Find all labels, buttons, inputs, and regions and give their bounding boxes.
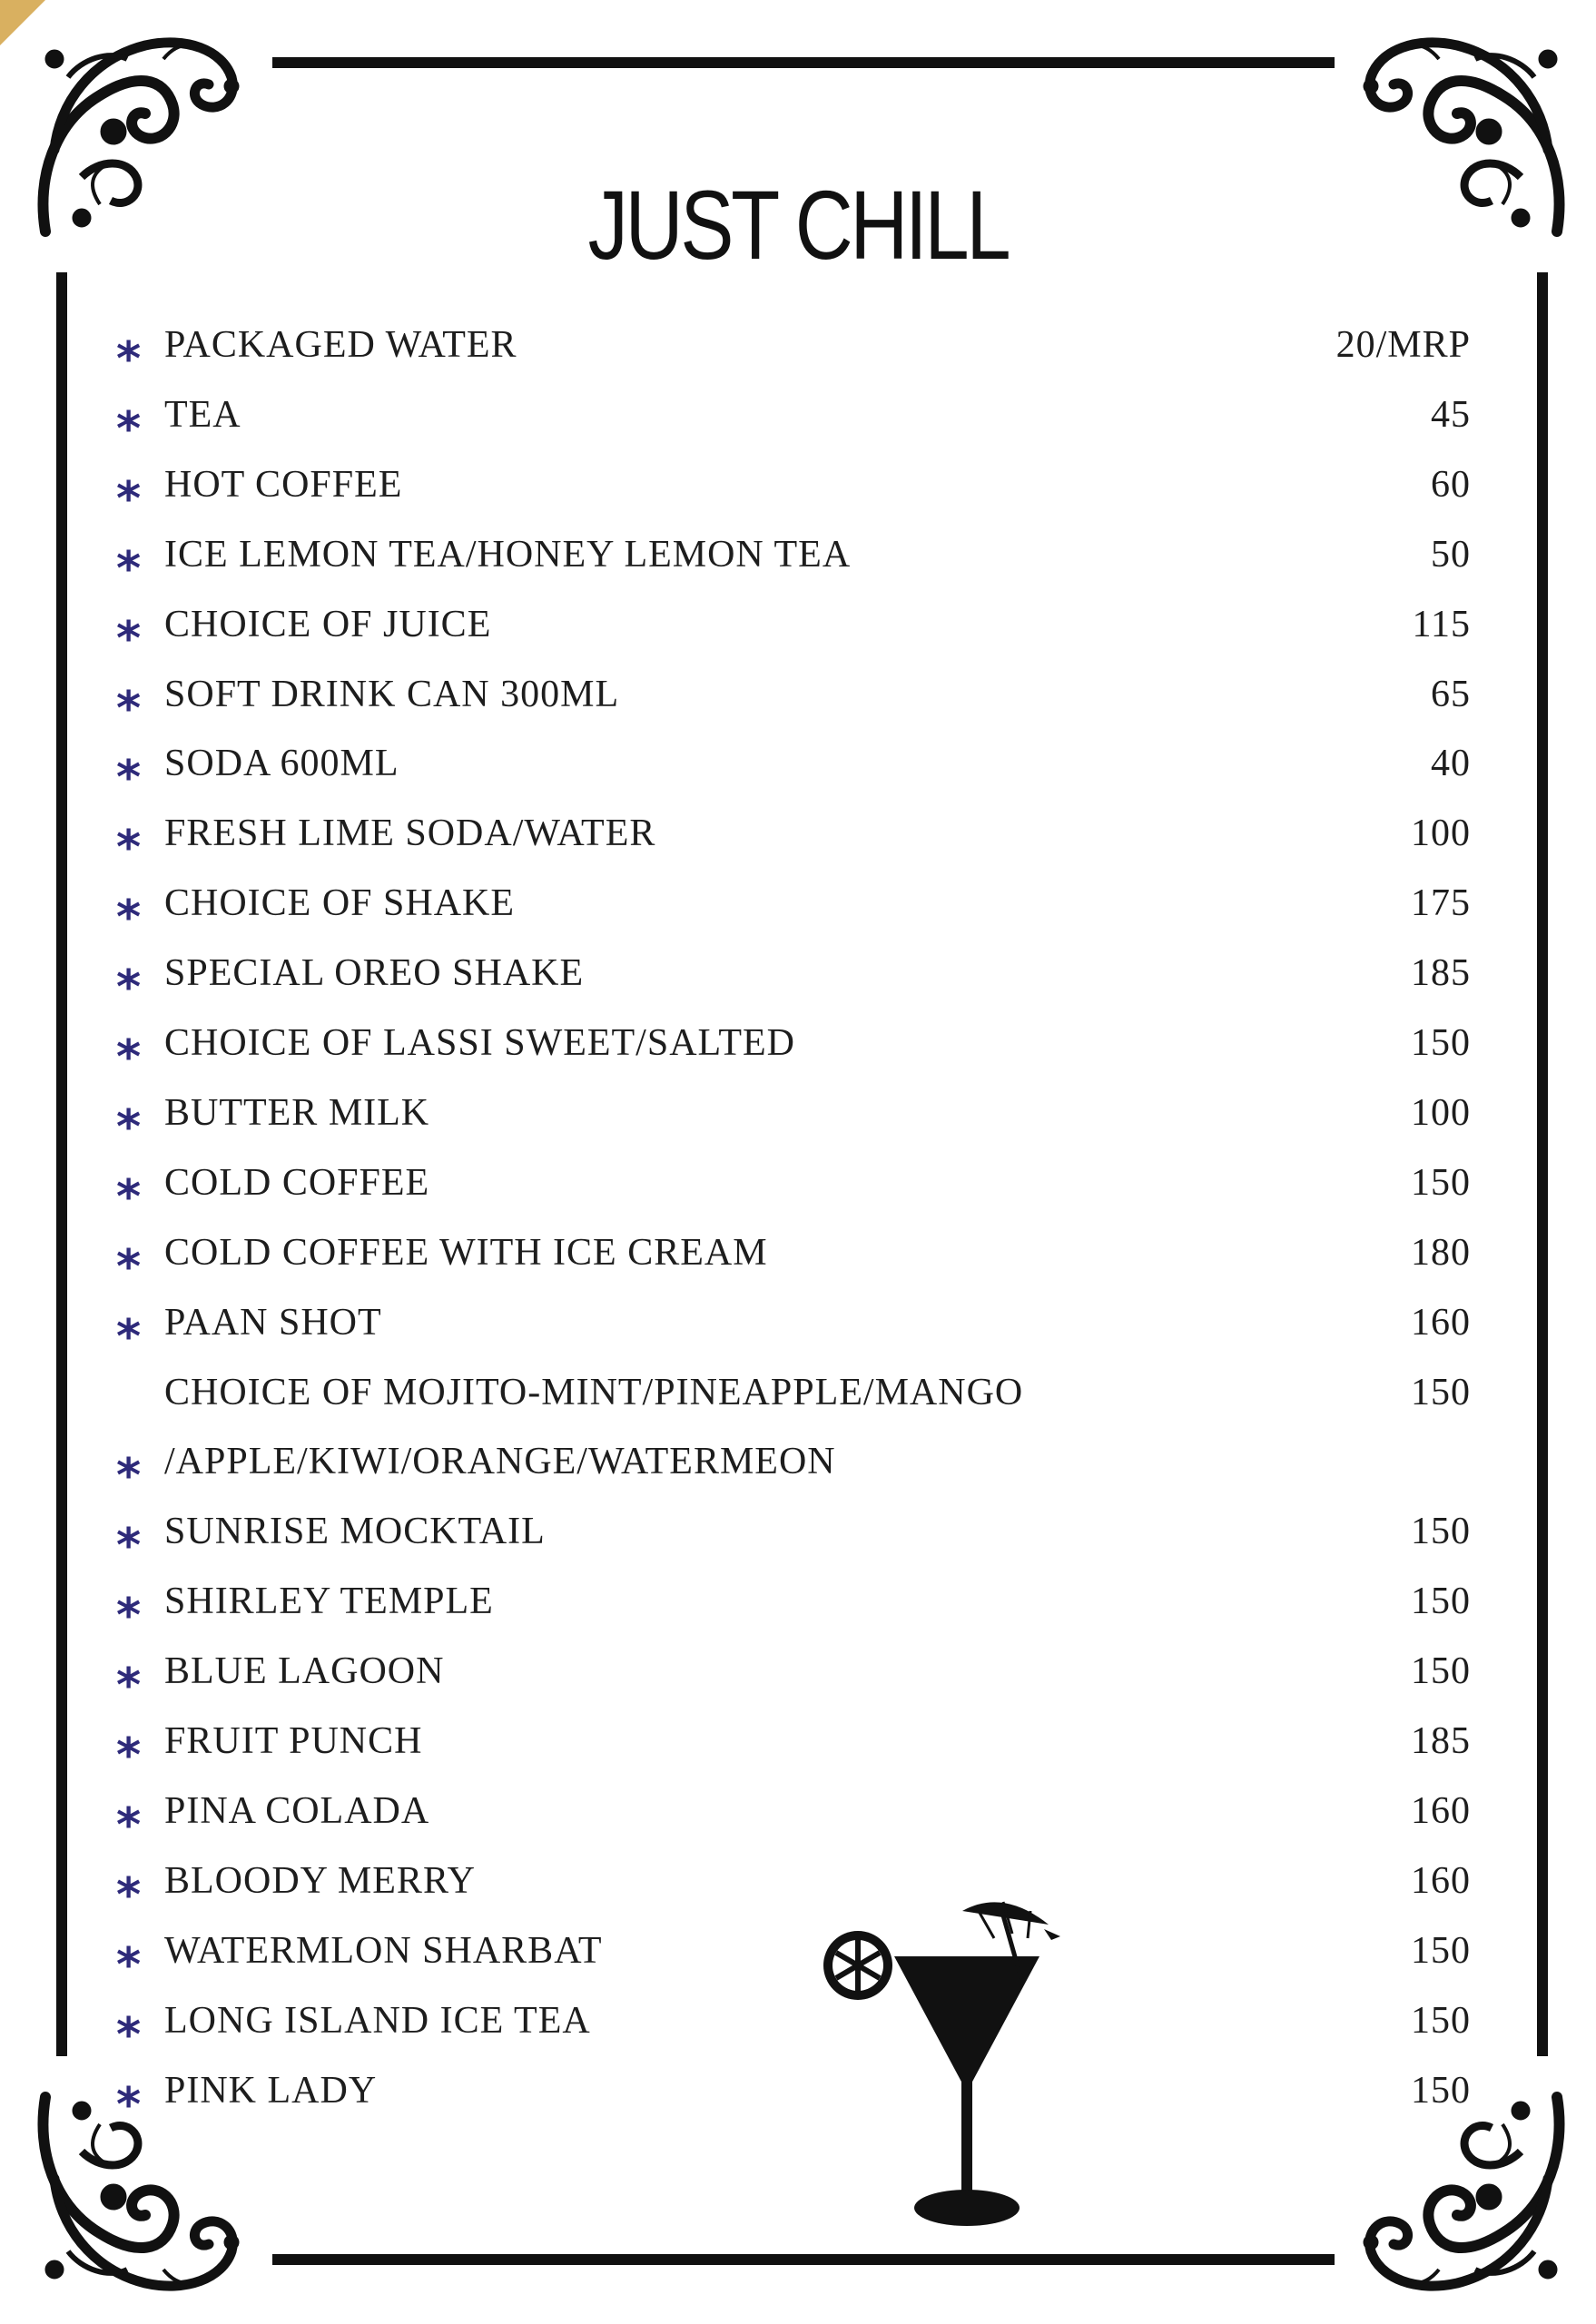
menu-item-name: CHOICE OF MOJITO-MINT/PINEAPPLE/MANGO [164, 1371, 1024, 1413]
bullet-star-icon: * [116, 2077, 142, 2132]
bullet-star-icon: * [116, 681, 142, 736]
menu-item [0, 1995, 1596, 2064]
menu-item [0, 669, 1596, 738]
bullet-star-icon: * [116, 471, 142, 527]
menu-item-name: CHOICE OF LASSI SWEET/SALTED [164, 1022, 795, 1064]
menu-item [0, 389, 1596, 458]
menu-item-price: 45 [1431, 393, 1471, 436]
menu-item [0, 1646, 1596, 1715]
menu-item [0, 878, 1596, 947]
menu-item-name: SPECIAL OREO SHAKE [164, 952, 585, 995]
menu-item-name: FRESH LIME SODA/WATER [164, 812, 656, 855]
menu-item-price: 50 [1431, 533, 1471, 576]
menu-item-price: 160 [1411, 1301, 1471, 1344]
menu-item [0, 459, 1596, 528]
page-title: JUST CHILL [587, 170, 1009, 280]
menu-item-price: 180 [1411, 1231, 1471, 1274]
bullet-star-icon: * [116, 960, 142, 1016]
menu-item-price: 115 [1412, 603, 1471, 645]
bullet-star-icon: * [116, 1659, 142, 1714]
menu-item-name: FRUIT PUNCH [164, 1720, 423, 1762]
menu-item-name: BLUE LAGOON [164, 1650, 445, 1693]
menu-item [0, 1297, 1596, 1366]
bullet-star-icon: * [116, 541, 142, 596]
menu-item [0, 1157, 1596, 1226]
menu-item [0, 1227, 1596, 1296]
bullet-star-icon: * [116, 611, 142, 666]
menu-item-price: 150 [1411, 1161, 1471, 1204]
menu-item-price: 150 [1411, 1650, 1471, 1693]
menu-item-name: SUNRISE MOCKTAIL [164, 1511, 546, 1553]
menu-item-price: 150 [1411, 1022, 1471, 1064]
bullet-star-icon: * [116, 2007, 142, 2063]
menu-item-name: TEA [164, 393, 241, 436]
menu-item [0, 1436, 1596, 1505]
menu-item-name: PAAN SHOT [164, 1301, 382, 1344]
bullet-star-icon: * [116, 891, 142, 946]
menu-item-price: 150 [1411, 1511, 1471, 1553]
menu-item-name: ICE LEMON TEA/HONEY LEMON TEA [164, 533, 852, 576]
bullet-star-icon: * [116, 401, 142, 457]
menu-item [0, 1018, 1596, 1087]
menu-item-price: 150 [1411, 1929, 1471, 1972]
menu-item-price: 20/MRP [1335, 324, 1471, 366]
menu-item [0, 1088, 1596, 1157]
menu-item [0, 1576, 1596, 1645]
menu-item [0, 808, 1596, 877]
bullet-star-icon: * [116, 332, 142, 387]
bullet-star-icon: * [116, 1937, 142, 1993]
menu-item [0, 738, 1596, 807]
bullet-star-icon: * [116, 751, 142, 806]
bullet-star-icon: * [116, 1099, 142, 1155]
menu-item-name: PACKAGED WATER [164, 324, 517, 366]
menu-item [0, 599, 1596, 668]
menu-item-price: 185 [1411, 952, 1471, 995]
bullet-star-icon: * [116, 1030, 142, 1085]
menu-item [0, 320, 1596, 389]
menu-item-name: COLD COFFEE WITH ICE CREAM [164, 1231, 768, 1274]
menu-item-name: WATERMLON SHARBAT [164, 1929, 603, 1972]
menu-item-name: LONG ISLAND ICE TEA [164, 1999, 591, 2042]
menu-item [0, 1925, 1596, 1994]
menu-item-price: 65 [1431, 673, 1471, 715]
menu-item-price: 40 [1431, 743, 1471, 785]
menu-item-price: 160 [1411, 1859, 1471, 1902]
menu-item-name: SODA 600ML [164, 743, 399, 785]
menu-item-price: 150 [1411, 2069, 1471, 2112]
bullet-star-icon: * [116, 1728, 142, 1783]
bullet-star-icon: * [116, 1867, 142, 1923]
menu-item [0, 1716, 1596, 1785]
menu-item-name: PINK LADY [164, 2069, 378, 2112]
menu-item-price: 160 [1411, 1789, 1471, 1832]
menu-item-name: CHOICE OF SHAKE [164, 882, 516, 925]
menu-item [0, 529, 1596, 598]
bullet-star-icon: * [116, 1797, 142, 1853]
menu-item-name: PINA COLADA [164, 1789, 430, 1832]
menu-item [0, 1506, 1596, 1575]
menu-item-price: 150 [1411, 1371, 1471, 1413]
menu-item-name: SOFT DRINK CAN 300ML [164, 673, 620, 715]
cocktail-glass-icon [817, 1888, 1108, 2242]
menu-item-price: 150 [1411, 1999, 1471, 2042]
bullet-star-icon: * [116, 1449, 142, 1504]
top-frame-rule [272, 57, 1335, 68]
menu-item-name: CHOICE OF JUICE [164, 603, 492, 645]
menu-item-price: 100 [1411, 812, 1471, 855]
menu-item-name: HOT COFFEE [164, 463, 403, 506]
menu-item-price: 185 [1411, 1720, 1471, 1762]
menu-item-name: /APPLE/KIWI/ORANGE/WATERMEON [164, 1441, 836, 1483]
bullet-star-icon: * [116, 1239, 142, 1295]
menu-item-price: 60 [1431, 463, 1471, 506]
bullet-star-icon: * [116, 1519, 142, 1574]
bullet-star-icon: * [116, 1309, 142, 1364]
menu-item-price: 150 [1411, 1581, 1471, 1623]
menu-item-name: BUTTER MILK [164, 1091, 430, 1134]
bottom-frame-rule [272, 2254, 1335, 2265]
menu-item-price: 175 [1411, 882, 1471, 925]
menu-item [0, 948, 1596, 1017]
menu-item-name: COLD COFFEE [164, 1161, 430, 1204]
menu-item-name: SHIRLEY TEMPLE [164, 1581, 494, 1623]
bullet-star-icon: * [116, 821, 142, 876]
bullet-star-icon: * [116, 1589, 142, 1644]
bullet-star-icon: * [116, 1169, 142, 1225]
menu-item [0, 1786, 1596, 1855]
menu-item-name: BLOODY MERRY [164, 1859, 476, 1902]
menu-item-price: 100 [1411, 1091, 1471, 1134]
menu-item [0, 1856, 1596, 1925]
menu-item [0, 2065, 1596, 2134]
menu-item [0, 1367, 1596, 1436]
